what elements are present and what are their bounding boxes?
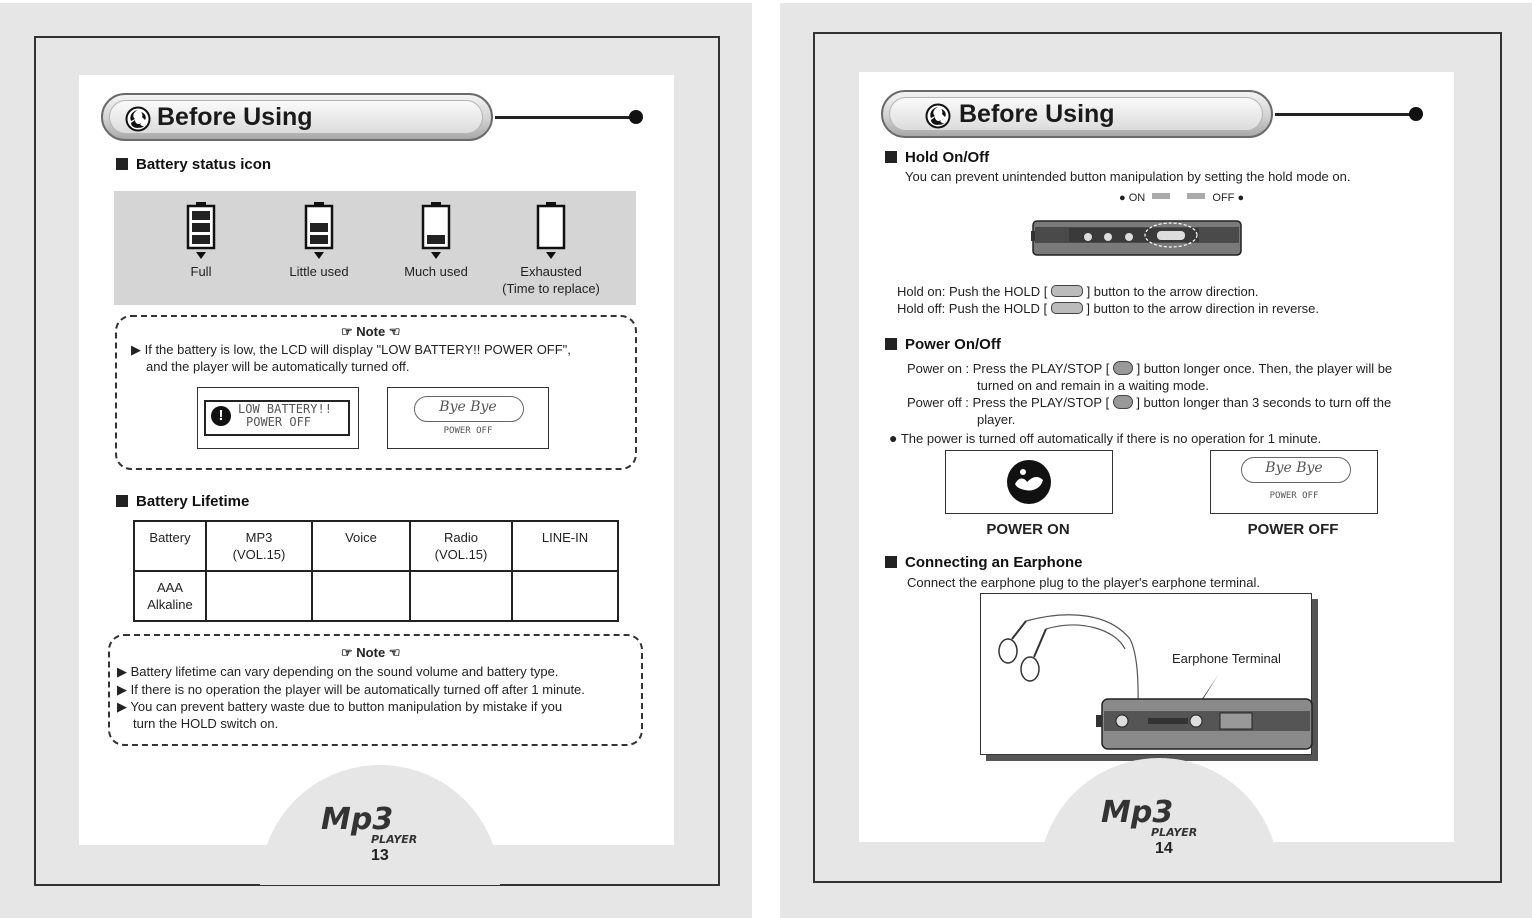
left-sheet	[0, 3, 752, 918]
power-on-instruction: Power on : Press the PLAY/STOP [ ] button longer once. Then, the player will be	[907, 361, 1393, 376]
play-stop-button-icon	[1113, 395, 1133, 409]
earphone-illustration	[980, 593, 1314, 758]
hold-direction-indicator: ● ON OFF ●	[1119, 192, 1245, 204]
page-title: Before Using	[157, 103, 313, 131]
lcd-script: Bye Bye	[439, 399, 497, 415]
play-stop-button-icon	[1113, 361, 1133, 375]
arrow-left-icon	[1152, 193, 1170, 199]
bye-bye-lcd	[387, 387, 549, 449]
table-header-row	[134, 521, 618, 571]
header-rule	[495, 116, 631, 119]
power-off-lcd	[1210, 450, 1378, 514]
battery-two-bars-icon	[304, 201, 334, 261]
logo-subtitle: PLAYER	[1151, 826, 1198, 839]
note-line: ▶ Battery lifetime can vary depending on the sound volume and battery type.	[117, 664, 559, 679]
battery-label: Much used	[404, 264, 468, 279]
bullet-icon: ●	[1119, 192, 1126, 204]
battery-label: Exhausted	[520, 264, 582, 279]
battery-lifetime-note	[108, 634, 643, 746]
note-line: and the player will be automatically turned off.	[146, 359, 410, 374]
battery-one-bar-icon	[421, 201, 451, 261]
battery-lifetime-table	[133, 520, 619, 622]
table-cell: AAA Alkaline	[134, 571, 206, 621]
page-title: Before Using	[959, 100, 1115, 128]
table-row	[134, 571, 618, 621]
power-heading: Power On/Off	[885, 336, 1001, 353]
note-line: ▶ If there is no operation the player will be automatically turned off after 1 minute.	[117, 682, 585, 697]
low-battery-lcd	[197, 387, 359, 449]
battery-full-icon	[186, 201, 216, 261]
earphone-terminal-label: Earphone Terminal	[1172, 651, 1281, 666]
bullet-icon: ●	[889, 430, 898, 446]
low-battery-note	[115, 315, 637, 470]
note-line: ▶ You can prevent battery waste due to button manipulation by mistake if you	[117, 699, 563, 714]
note-line: ▶ If the battery is low, the LCD will display "LOW BATTERY!! POWER OFF",	[131, 342, 571, 357]
lcd-script: Bye Bye	[1265, 460, 1323, 476]
lcd-text: POWER OFF	[246, 415, 312, 429]
mp3-player-logo: Mp3	[1101, 795, 1174, 830]
table-cell	[206, 571, 312, 621]
right-sheet	[780, 3, 1532, 918]
globe-logo-icon	[1005, 458, 1053, 506]
table-header-cell: Battery	[134, 521, 206, 571]
hold-switch-icon	[1051, 302, 1083, 314]
header-rule	[1275, 113, 1411, 116]
power-off-instruction: Power off : Press the PLAY/STOP [ ] button longer than 3 seconds to turn off the	[907, 395, 1392, 410]
hold-on-instruction: Hold on: Push the HOLD [ ] button to the arrow direction.	[897, 284, 1259, 299]
battery-lifetime-heading: Battery Lifetime	[116, 493, 249, 510]
warning-icon: !	[211, 406, 231, 426]
left-header	[101, 93, 641, 145]
right-page	[859, 72, 1454, 857]
left-page	[79, 75, 674, 864]
note-line: turn the HOLD switch on.	[133, 716, 279, 731]
player-side-view	[1092, 695, 1312, 755]
earphone-description: Connect the earphone plug to the player's earphone terminal.	[907, 575, 1260, 590]
recycle-icon	[125, 106, 151, 132]
table-header-cell: LINE-IN	[512, 521, 618, 571]
player-top-view	[1031, 215, 1245, 263]
note-heading: ☞ Note ☜	[341, 645, 401, 660]
page-number: 14	[1155, 840, 1173, 857]
bullet-icon: ●	[1237, 192, 1245, 204]
battery-label: Full	[190, 264, 212, 279]
logo-subtitle: PLAYER	[371, 833, 418, 846]
right-page-frame	[813, 32, 1502, 883]
lcd-text: POWER OFF	[1269, 491, 1319, 501]
table-header-cell: Voice	[312, 521, 410, 571]
lcd-text: LOW BATTERY!!	[238, 402, 332, 416]
battery-status-panel	[114, 191, 636, 305]
arrow-right-icon	[1187, 193, 1205, 199]
left-page-frame	[34, 36, 720, 886]
note-heading: ☞ Note ☜	[341, 324, 401, 339]
power-off-caption: POWER OFF	[1247, 521, 1339, 538]
hold-switch-icon	[1051, 285, 1083, 297]
hold-description: You can prevent unintended button manipulation by setting the hold mode on.	[905, 169, 1351, 184]
recycle-icon	[925, 103, 951, 129]
right-header	[881, 90, 1421, 142]
hold-heading: Hold On/Off	[885, 149, 989, 166]
power-off-continued: player.	[977, 412, 1016, 427]
battery-status-heading: Battery status icon	[116, 156, 271, 173]
battery-label: Little used	[289, 264, 349, 279]
table-cell	[512, 571, 618, 621]
page-number: 13	[371, 847, 389, 864]
table-header-cell: MP3 (VOL.15)	[206, 521, 312, 571]
table-header-cell: Radio (VOL.15)	[410, 521, 512, 571]
battery-empty-icon	[536, 201, 566, 261]
earphone-heading: Connecting an Earphone	[885, 554, 1083, 571]
mp3-player-logo: Mp3	[321, 802, 394, 837]
header-dot	[1409, 107, 1423, 121]
table-cell	[312, 571, 410, 621]
battery-state-exhausted	[476, 201, 626, 297]
header-dot	[629, 110, 643, 124]
power-on-continued: turned on and remain in a waiting mode.	[977, 378, 1209, 393]
table-cell	[410, 571, 512, 621]
hold-off-instruction: Hold off: Push the HOLD [ ] button to the arrow direction in reverse.	[897, 301, 1319, 316]
lcd-text: POWER OFF	[443, 426, 493, 436]
auto-off-note: ● The power is turned off automatically if there is no operation for 1 minute.	[889, 430, 1322, 446]
power-on-caption: POWER ON	[986, 521, 1070, 538]
power-on-lcd	[945, 450, 1113, 514]
battery-sublabel: (Time to replace)	[502, 281, 600, 296]
